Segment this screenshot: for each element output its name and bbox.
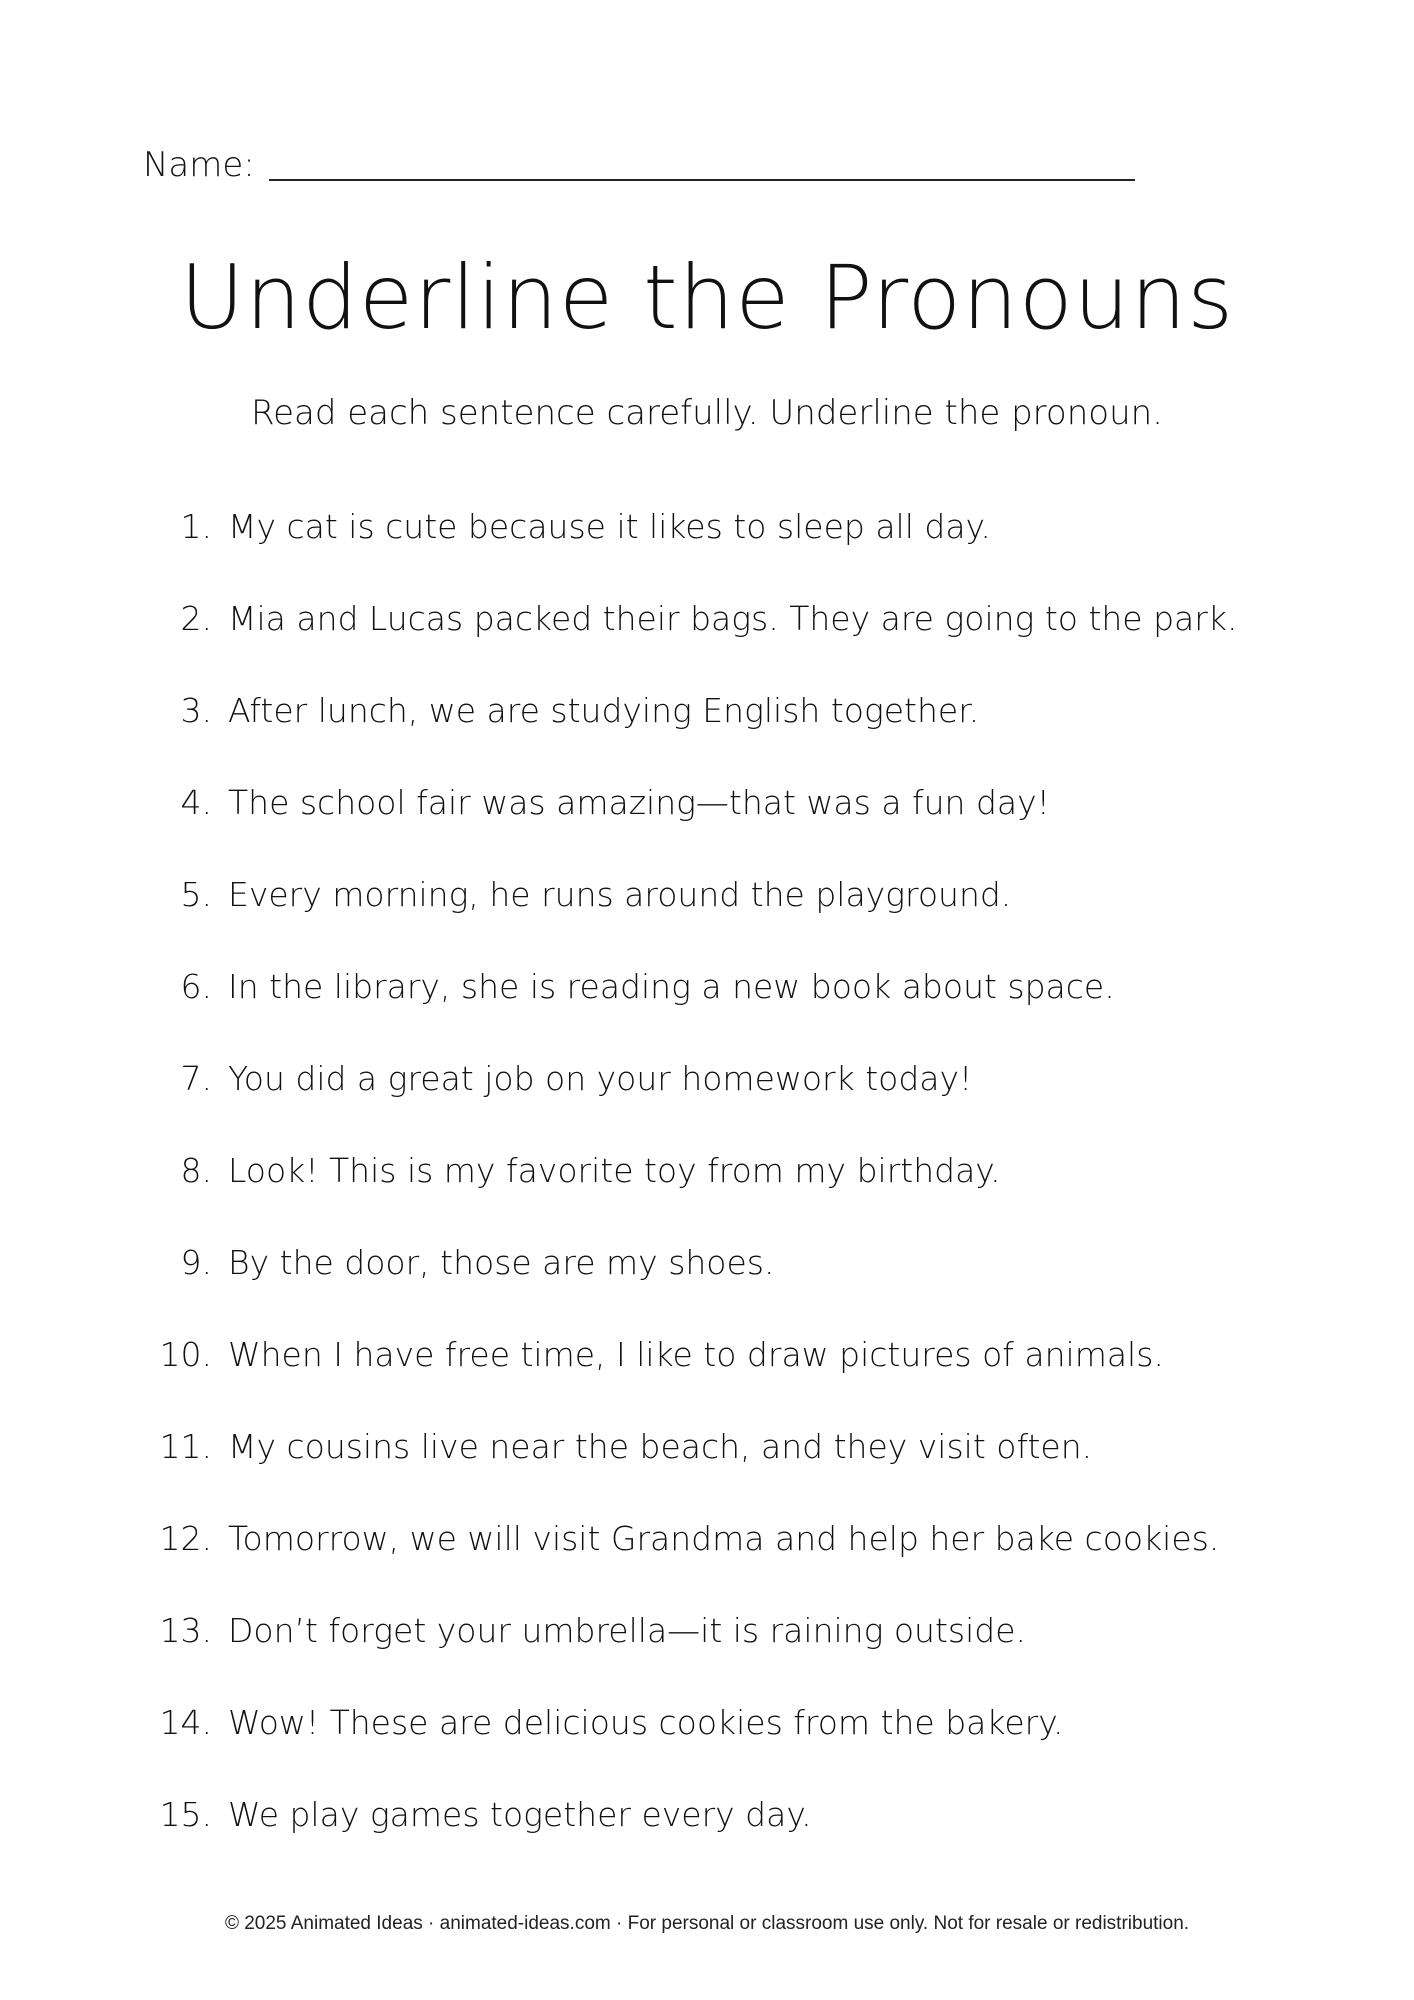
- item-sentence: After lunch, we are studying English together.: [228, 691, 980, 730]
- item-sentence: The school fair was amazing—that was a fun day!: [228, 783, 1050, 822]
- list-item: [150, 594, 1350, 686]
- item-number: 13.: [159, 1611, 212, 1650]
- item-sentence: In the library, she is reading a new book about space.: [228, 967, 1115, 1006]
- item-number: 10.: [159, 1335, 212, 1374]
- name-label: Name:: [143, 145, 255, 185]
- item-sentence: Tomorrow, we will visit Grandma and help her bake cookies.: [228, 1519, 1220, 1558]
- list-item: [150, 1146, 1350, 1238]
- item-number: 7.: [180, 1059, 212, 1098]
- item-sentence: When I have free time, I like to draw pictures of animals.: [228, 1335, 1164, 1374]
- item-number: 3.: [180, 691, 212, 730]
- sentence-list: [150, 502, 1350, 1882]
- name-row: [143, 140, 1135, 190]
- item-number: 5.: [180, 875, 212, 914]
- item-number: 6.: [180, 967, 212, 1006]
- name-blank-line[interactable]: [269, 179, 1135, 181]
- item-number: 4.: [180, 783, 212, 822]
- item-sentence: We play games together every day.: [228, 1795, 812, 1834]
- list-item: [150, 1606, 1350, 1698]
- item-number: 14.: [159, 1703, 212, 1742]
- item-sentence: Every morning, he runs around the playground.: [228, 875, 1012, 914]
- instructions: Read each sentence carefully. Underline the pronoun.: [251, 393, 1163, 433]
- copyright-footer: © 2025 Animated Ideas · animated-ideas.com · For personal or classroom use only. Not for resale or redistribution.: [224, 1913, 1190, 1934]
- list-item: [150, 1054, 1350, 1146]
- item-number: 8.: [180, 1151, 212, 1190]
- item-number: 9.: [180, 1243, 212, 1282]
- list-item: [150, 1330, 1350, 1422]
- item-sentence: My cat is cute because it likes to sleep all day.: [228, 507, 991, 546]
- item-number: 12.: [159, 1519, 212, 1558]
- list-item: [150, 962, 1350, 1054]
- item-sentence: Look! This is my favorite toy from my birthday.: [228, 1151, 1001, 1190]
- list-item: [150, 1514, 1350, 1606]
- list-item: [150, 870, 1350, 962]
- item-sentence: My cousins live near the beach, and they visit often.: [228, 1427, 1093, 1466]
- item-number: 2.: [180, 599, 212, 638]
- item-number: 15.: [159, 1795, 212, 1834]
- item-number: 11.: [159, 1427, 212, 1466]
- item-sentence: Don’t forget your umbrella—it is raining outside.: [228, 1611, 1027, 1650]
- list-item: [150, 778, 1350, 870]
- item-sentence: By the door, those are my shoes.: [228, 1243, 775, 1282]
- list-item: [150, 1790, 1350, 1882]
- list-item: [150, 1238, 1350, 1330]
- item-number: 1.: [180, 507, 212, 546]
- item-sentence: Wow! These are delicious cookies from the bakery.: [228, 1703, 1064, 1742]
- page-title: Underline the Pronouns: [179, 246, 1235, 349]
- item-sentence: You did a great job on your homework today!: [228, 1059, 973, 1098]
- list-item: [150, 1422, 1350, 1514]
- item-sentence: Mia and Lucas packed their bags. They are going to the park.: [228, 599, 1238, 638]
- list-item: [150, 502, 1350, 594]
- list-item: [150, 686, 1350, 778]
- list-item: [150, 1698, 1350, 1790]
